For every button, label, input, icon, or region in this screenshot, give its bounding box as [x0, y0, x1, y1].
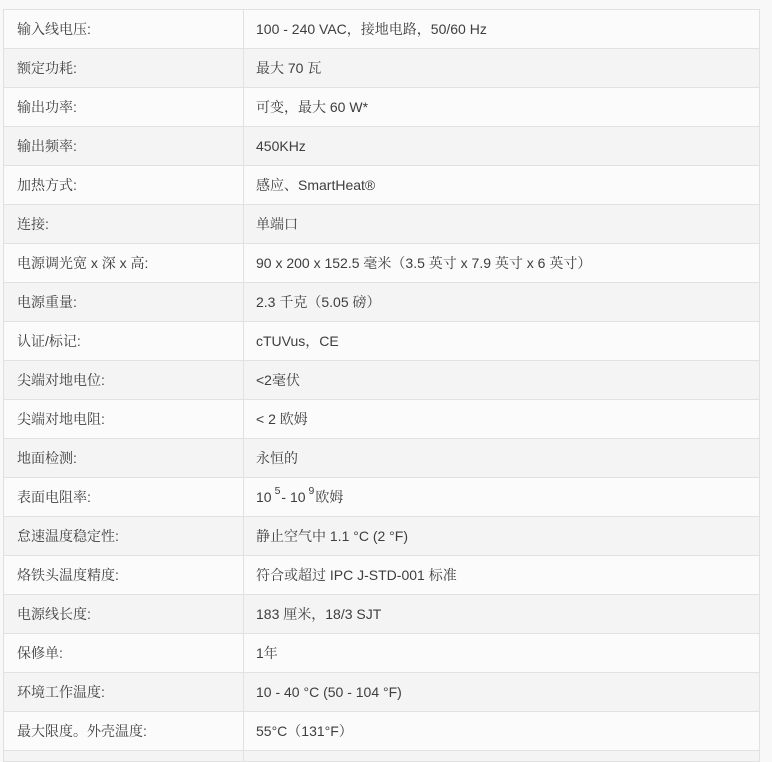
spec-value: 10 - 40 °C (50 - 104 °F) [256, 684, 402, 700]
spec-label: 认证/标记: [4, 322, 244, 360]
spec-row-partial [4, 751, 759, 762]
spec-row [4, 400, 759, 439]
spec-value: 183 厘米，18/3 SJT [256, 606, 382, 622]
spec-value: 感应、SmartHeat® [256, 177, 376, 193]
spec-value: 100 - 240 VAC，接地电路，50/60 Hz [256, 21, 487, 37]
spec-row [4, 49, 759, 88]
spec-row [4, 88, 759, 127]
spec-value: cTUVus，CE [256, 333, 339, 349]
spec-label: 尖端对地电阻: [4, 400, 244, 438]
spec-label: 烙铁头温度精度: [4, 556, 244, 594]
spec-label: 表面电阻率: [4, 478, 244, 516]
spec-label: 电源线长度: [4, 595, 244, 633]
spec-label: 连接: [4, 205, 244, 243]
spec-value: 90 x 200 x 152.5 毫米（3.5 英寸 x 7.9 英寸 x 6 英寸） [256, 255, 592, 271]
spec-label: 加热方式: [4, 166, 244, 204]
spec-row [4, 283, 759, 322]
spec-label: 电源调光宽 x 深 x 高: [4, 244, 244, 282]
spec-value: 单端口 [256, 216, 298, 232]
spec-row [4, 127, 759, 166]
spec-row [4, 10, 759, 49]
spec-value: 可变，最大 60 W* [256, 99, 369, 115]
spec-row [4, 634, 759, 673]
resistivity-unit: 欧姆 [315, 489, 344, 505]
spec-value: <2毫伏 [256, 372, 300, 388]
spec-value: 450KHz [256, 138, 306, 154]
resistivity-exponent: 5 [274, 485, 281, 497]
spec-row [4, 244, 759, 283]
spec-value: 1年 [256, 645, 278, 661]
spec-row [4, 712, 759, 751]
spec-label: 尖端对地电位: [4, 361, 244, 399]
spec-value: 2.3 千克（5.05 磅） [256, 294, 381, 310]
spec-label [4, 751, 244, 761]
spec-value [244, 751, 759, 761]
spec-value: 符合或超过 IPC J-STD-001 标准 [256, 567, 457, 583]
spec-row [4, 556, 759, 595]
spec-label: 输入线电压: [4, 10, 244, 48]
spec-label: 电源重量: [4, 283, 244, 321]
spec-label: 环境工作温度: [4, 673, 244, 711]
spec-value: 静止空气中 1.1 °C (2 °F) [256, 528, 408, 544]
resistivity-exponent: 9 [308, 485, 315, 497]
spec-label: 输出频率: [4, 127, 244, 165]
spec-value: 55°C（131°F） [256, 723, 353, 739]
spec-row [4, 595, 759, 634]
spec-value [244, 478, 759, 516]
spec-label: 怠速温度稳定性: [4, 517, 244, 555]
resistivity-base: 10 [256, 489, 272, 505]
spec-row [4, 322, 759, 361]
spec-value: 最大 70 瓦 [256, 60, 322, 76]
spec-label: 最大限度。外壳温度: [4, 712, 244, 750]
spec-label: 额定功耗: [4, 49, 244, 87]
spec-value: < 2 欧姆 [256, 411, 308, 427]
spec-row [4, 478, 759, 517]
spec-row [4, 517, 759, 556]
spec-row [4, 673, 759, 712]
spec-label: 输出功率: [4, 88, 244, 126]
spec-table [3, 9, 760, 762]
resistivity-mid: - 10 [281, 489, 306, 505]
spec-row [4, 166, 759, 205]
spec-label: 保修单: [4, 634, 244, 672]
spec-value: 永恒的 [256, 450, 298, 466]
spec-row [4, 205, 759, 244]
spec-row [4, 439, 759, 478]
spec-label: 地面检测: [4, 439, 244, 477]
spec-row [4, 361, 759, 400]
